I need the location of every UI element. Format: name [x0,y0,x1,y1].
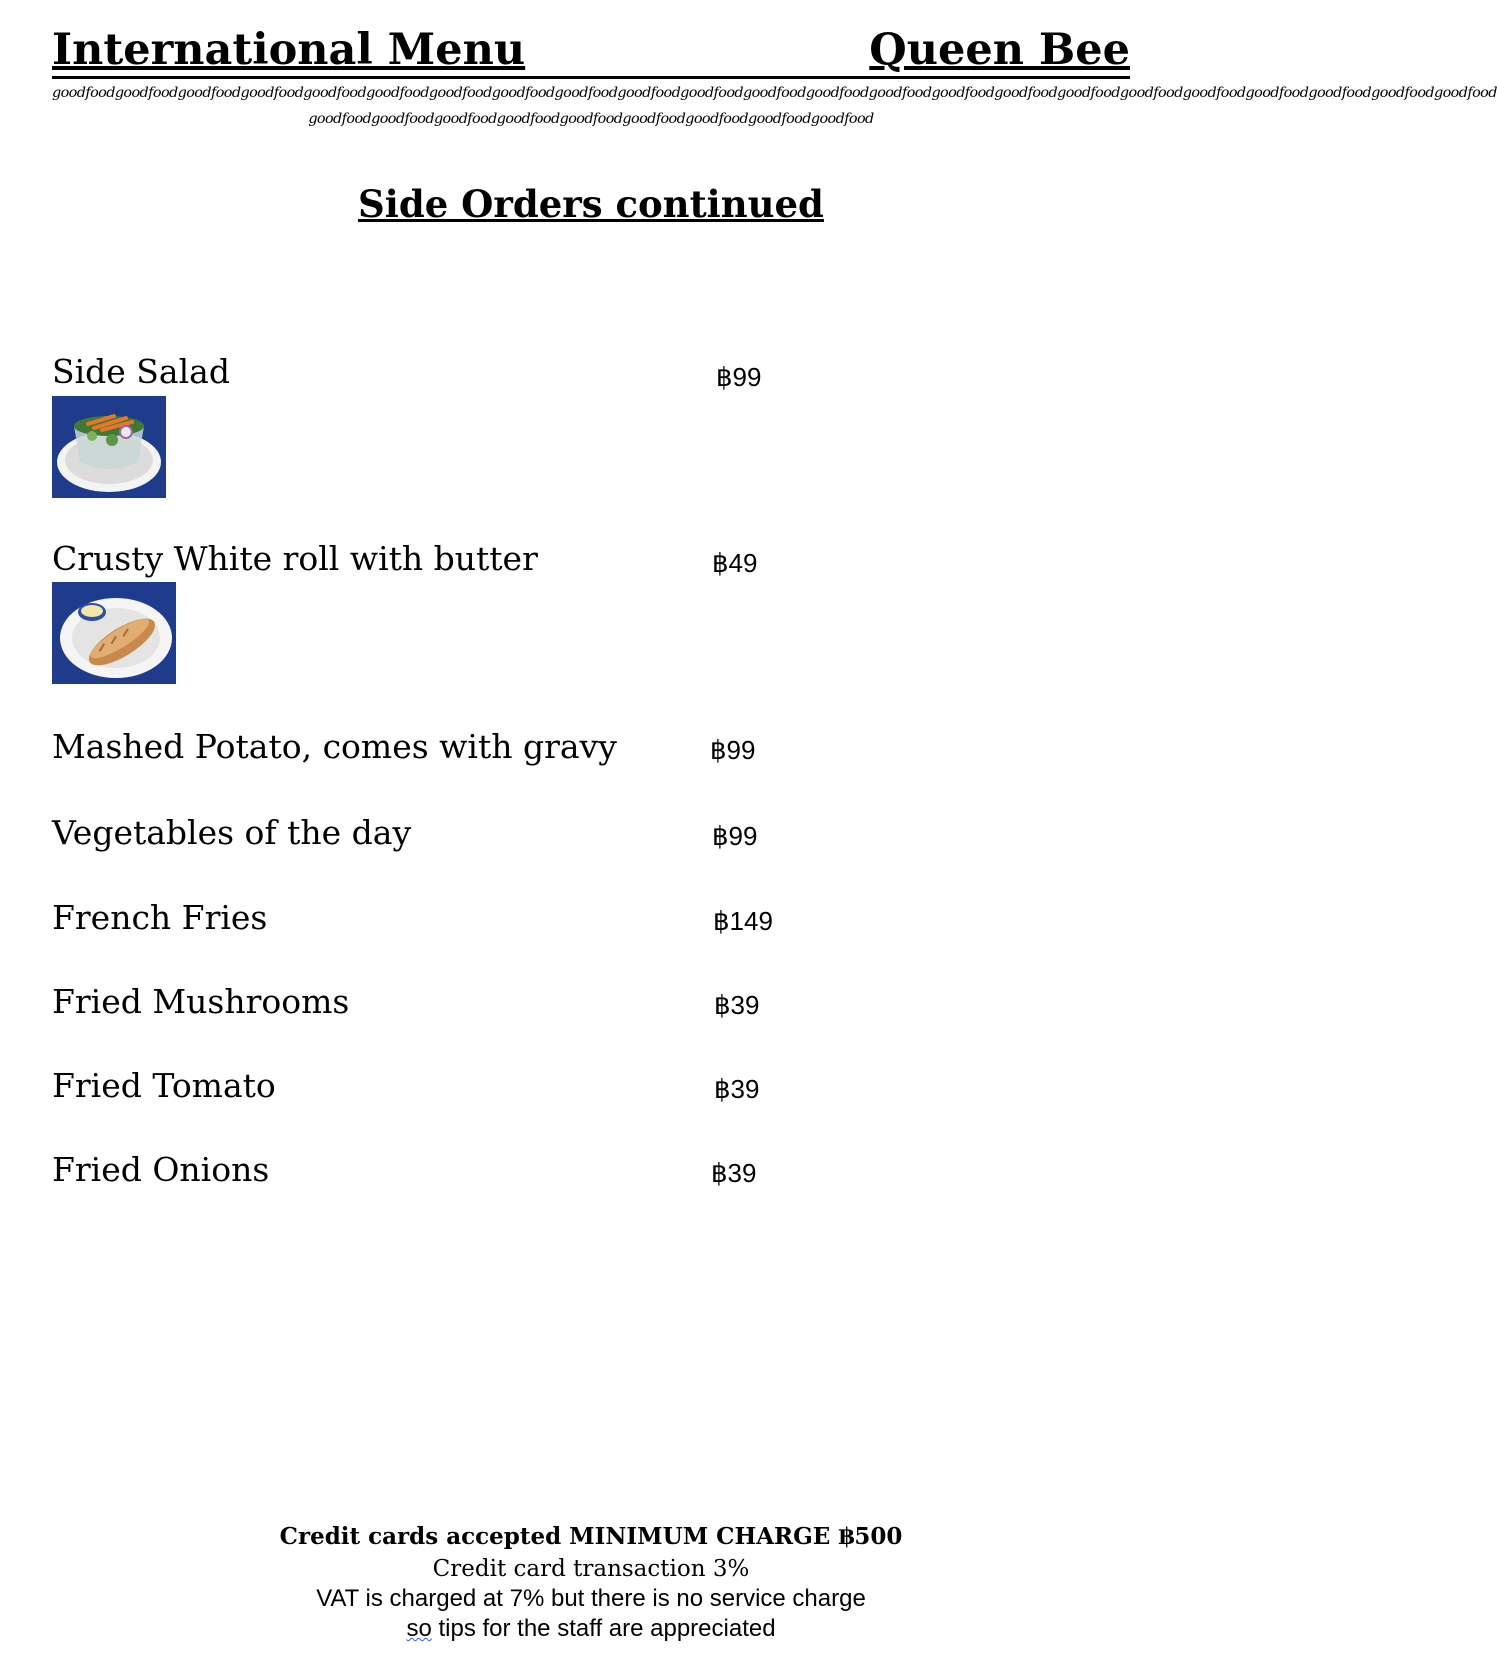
item-name-french-fries: French Fries [52,898,268,937]
item-price-side-salad: ฿99 [716,362,762,392]
footer-tips-rest: tips for the staff are appreciated [431,1615,776,1642]
bread-roll-photo [52,582,176,684]
footer-vat: VAT is charged at 7% but there is no service charge [316,1585,866,1612]
item-name-mashed-potato: Mashed Potato, comes with gravy [52,727,617,766]
section-title: Side Orders continued [358,182,824,226]
item-name-fried-mushrooms: Fried Mushrooms [52,982,350,1021]
item-price-fried-mushrooms: ฿39 [714,990,760,1020]
footer-tips-so: so [406,1615,432,1642]
side-salad-photo [52,396,166,498]
item-name-crusty-white-roll: Crusty White roll with butter [52,539,538,578]
item-price-french-fries: ฿149 [713,906,773,936]
menu-header [52,24,1130,79]
bread-roll-image [52,582,176,684]
decorative-text-line-1: goodfoodgoodfoodgoodfoodgoodfoodgoodfoodgoodfoodgoodfoodgoodfoodgoodfoodgoodfoodgoodfoodgoodfoodgoodfoodgoodfoodgoodfoodgoodfoodgoodfoodgoodfoodgoodfoodgoodfoodgoodfoodgoodfoodgoodfood [52,85,1497,101]
item-price-crusty-white-roll: ฿49 [712,548,758,578]
menu-title: International Menu [52,25,526,75]
item-name-fried-onions: Fried Onions [52,1150,270,1189]
footer-tips [0,1615,1182,1643]
footer-credit-cards: Credit cards accepted MINIMUM CHARGE ฿500 [279,1523,903,1550]
item-name-side-salad: Side Salad [52,352,230,391]
item-name-vegetables: Vegetables of the day [52,813,412,852]
salad-image [52,396,166,498]
footer-card-fee: Credit card transaction 3% [432,1556,750,1582]
item-price-vegetables: ฿99 [712,821,758,851]
item-price-fried-tomato: ฿39 [714,1074,760,1104]
item-price-mashed-potato: ฿99 [710,735,756,765]
restaurant-name: Queen Bee [869,25,1130,75]
item-name-fried-tomato: Fried Tomato [52,1066,276,1105]
item-price-fried-onions: ฿39 [711,1158,757,1188]
decorative-text-line-2: goodfoodgoodfoodgoodfoodgoodfoodgoodfoodgoodfoodgoodfoodgoodfoodgoodfood [308,111,874,127]
